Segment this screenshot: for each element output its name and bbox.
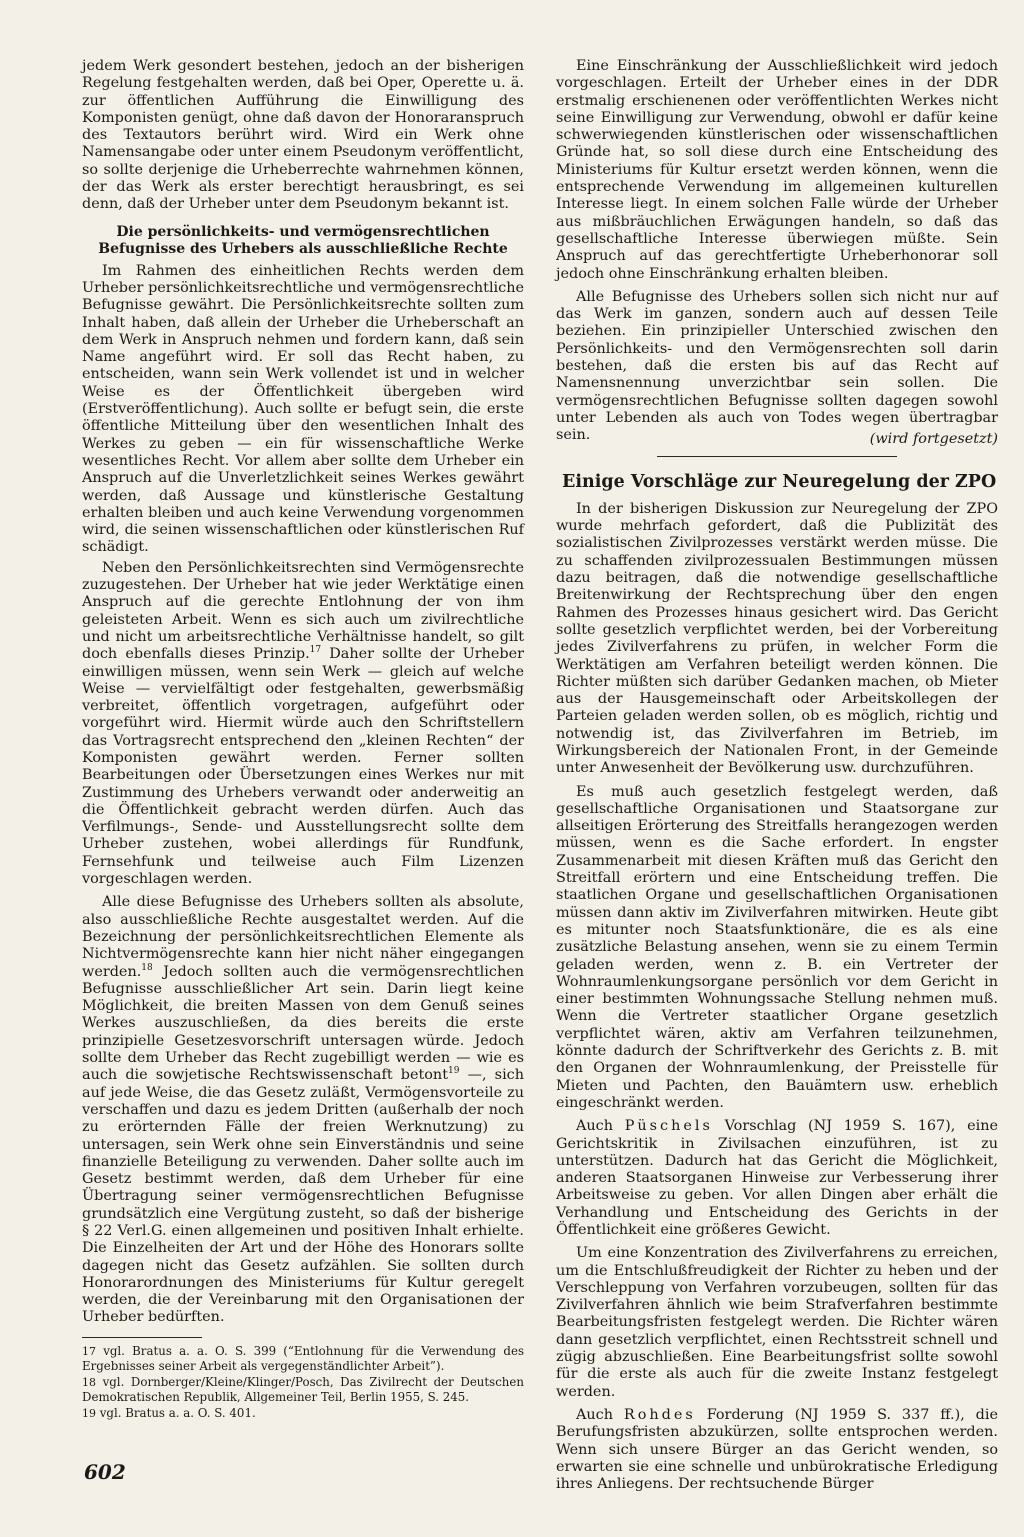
footnote bbox=[82, 1406, 524, 1421]
paragraph-text: Forderung (NJ 1959 S. 337 ff.), die Berufungsfristen abzukürzen, sollte entsprochen werden. Wenn sich unsere Bürger an das Gericht wenden, so erwarten sie eine schnelle und unbürokratische Erledigung ihres Anliegens. Der rechtsuchende Bürger bbox=[556, 1406, 998, 1493]
footnote-number: 19 bbox=[82, 1406, 96, 1420]
section-heading-line: Befugnisse des Urhebers als ausschließliche Rechte bbox=[98, 240, 508, 257]
right-column bbox=[556, 58, 998, 1496]
paragraph-text: Alle diese Befugnisse des Urhebers sollten als absolute, also ausschließliche Rechte ausgestaltet werden. Auf die Bezeichnung der persönlichkeitsrechtlichen Elemente als Nichtvermögensrechte kann hier nicht näher eingegangen werden. bbox=[82, 894, 524, 980]
footnote-text: vgl. Bratus a. a. O. S. 399 (“Entlohnung für die Verwendung des Ergebnisses seiner Arbeit als vergegenständlichter Arbeit”). bbox=[82, 1343, 524, 1373]
paragraph: Um eine Konzentration des Zivilverfahrens zu erreichen, um die Entschlußfreudigkeit der Richter zu heben und der Verschleppung von Verfahren vorzubeugen, sollten für das Zivilverfahren ähnlich wie beim Strafverfahren bestimmte Bearbeitungsfristen festgelegt werden. Die Richter wären dann gesetzlich verpflichtet, einen Rechtsstreit schnell und zügig abzuschließen. Eine Bearbeitungsfrist sollte sowohl für die erste als auch für die zweite Instanz festgelegt werden. bbox=[556, 1245, 998, 1400]
paragraph-text: —, sich auf jede Weise, die das Gesetz zuläßt, Vermögensvorteile zu verschaffen und dazu es jedem Dritten (außerhalb der noch zu erörternden Fälle der freien Werknutzung) zu untersagen, sein Werk ohne sein Einverständnis und seine finanzielle Beteiligung zu verwenden. Daher sollte auch im Gesetz bestimmt werden, daß dem Urheber für eine Übertragung seiner vermögensrechtlichen Befugnisse grundsätzlich eine Vergütung zusteht, so daß der bisherige § 22 Verl.G. einen allgemeinen und positiven Inhalt erhielte. Die Einzelheiten der Art und der Höhe des Honorars sollte dagegen nicht das Gesetz aufzählen. Sie sollten durch Honorarordnungen des Ministeriums für Kultur geregelt werden, die der Vereinbarung mit den Organisationen der Urheber bedürften. bbox=[82, 1067, 524, 1326]
author-name: Püschels bbox=[624, 1118, 713, 1135]
paragraph-text: Auch bbox=[576, 1118, 625, 1135]
section-heading bbox=[82, 224, 524, 258]
paragraph-text: Neben den Persönlichkeitsrechten sind Vermögensrechte zuzugestehen. Der Urheber hat wie jeder Werktätige einen Anspruch auf die gerechte Entlohnung der von ihm geleisteten Arbeit. Wenn es sich auch um zivilrechtliche und nicht um arbeitsrechtliche Verhältnisse handelt, so gilt doch ebenfalls dieses Prinzip. bbox=[82, 559, 524, 663]
paragraph: In der bisherigen Diskussion zur Neuregelung der ZPO wurde mehrfach gefordert, daß die Publizität des sozialistischen Zivilprozesses verstärkt werden müsse. Die zu schaffenden zivilprozessualen Bestimmungen müssen dazu beitragen, daß die notwendige gesellschaftliche Breitenwirkung der Rechtsprechung über den engen Rahmen des Prozesses hinaus gesichert wird. Das Gericht sollte gesetzlich verpflichtet werden, bei der Vorbereitung jedes Zivilverfahrens zu prüfen, in welcher Form die Werktätigen am Verfahren beteiligt werden können. Die Richter müßten sich darüber Gedanken machen, ob Mieter aus der Hausgemeinschaft oder Arbeitskollegen der Parteien geladen werden sollen, ob es möglich, richtig und notwendig ist, das Zivilverfahren im Betrieb, im Wirkungsbereich der Nationalen Front, in der Gemeinde unter Anwesenheit der Bevölkerung usw. durchzuführen. bbox=[556, 500, 998, 777]
paragraph bbox=[556, 1118, 998, 1239]
author-name: Rohdes bbox=[623, 1406, 696, 1423]
footnote bbox=[82, 1344, 524, 1373]
paragraph-text: Vorschlag (NJ 1959 S. 167), eine Gerichtskritik in Zivilsachen einzuführen, ist zu unterstützen. Dadurch hat das Gericht die Möglichkeit, anderen Staatsorganen Hinweise zur Verbesserung ihrer Arbeitsweise zu geben. Vor allen Dingen aber erhält die Verhandlung und Entscheidung des Gerichts in der Öffentlichkeit eine größeres Gewicht. bbox=[556, 1118, 998, 1238]
footnote-divider bbox=[82, 1337, 202, 1338]
paragraph-text: Jedoch sollten auch die vermögensrechtlichen Befugnisse ausschließlicher Art sein. Darin liegt keine Möglichkeit, die breiten Massen von dem Genuß seines Werkes auszuschließen, da dies bereits die erste prinzipielle Gesetzesvorschrift untersagen würde. Jedoch sollte dem Urheber das Recht zugebilligt werden — wie es auch die sowjetische Rechtswissenschaft betont bbox=[82, 963, 524, 1084]
footnote-text: vgl. Dornberger/Kleine/Klinger/Posch, Das Zivilrecht der Deutschen Demokratischen Republik, Allgemeiner Teil, Berlin 1955, S. 245. bbox=[82, 1374, 524, 1404]
paragraph: Es muß auch gesetzlich festgelegt werden, daß gesellschaftliche Organisationen und Staatsorgane zur allseitigen Erörterung des Streitfalls herangezogen werden müssen, wenn es die Sache erfordert. In engster Zusammenarbeit mit diesen Kräften muß das Gericht den Streitfall erörtern und eine Entscheidung treffen. Die staatlichen Organe und gesellschaftlichen Organisationen müssen dann aktiv im Zivilverfahren mitwirken. Heute gibt es mitunter noch Staatsfunktionäre, die es als eine zusätzliche Belastung ansehen, wenn sie zu einem Termin geladen werden, wenn z. B. ein Vertreter der Wohnraumlenkungsorgane persönlich vor dem Gericht in einer bestimmten Wohnungssache Stellung nehmen muß. Wenn die Vertreter staatlicher Organe gesetzlich verpflichtet wären, aktiv am Verfahren teilzunehmen, könnte dadurch der Schriftverkehr des Gerichts z. B. mit den Organen der Wohnraumlenkung, der Preisstelle für Mieten und Pachten, den Bauämtern usw. erheblich eingeschränkt werden. bbox=[556, 783, 998, 1111]
footnote-ref: 18 bbox=[141, 962, 153, 973]
continued-note: (wird fortgesetzt) bbox=[869, 430, 998, 447]
left-column bbox=[82, 58, 524, 1423]
paragraph-text: Daher sollte der Urheber einwilligen müssen, wenn sein Werk — gleich auf welche Weise — vervielfältigt oder festgehalten, gewerbsmäßig verbreitet, öffentlich vorgetragen, aufgeführt oder vorgeführt wird. Hiermit würde auch den Schriftstellern das Vortragsrecht entsprechend den „kleinen Rechten“ der Komponisten gewährt werden. Ferner sollten Bearbeitungen oder Übersetzungen eines Werkes nur mit Zustimmung des Urhebers verwandt oder anderweitig an die Öffentlichkeit gebracht werden dürfen. Auch das Verfilmungs-, Sende- und Ausstellungsrecht sollte dem Urheber zustehen, wobei allerdings für Rundfunk, Fernsehfunk und teilweise auch Film Lizenzen vorgeschlagen werden. bbox=[82, 646, 524, 888]
article-headline: Einige Vorschläge zur Neuregelung der ZPO bbox=[562, 471, 997, 492]
article-divider bbox=[657, 456, 897, 457]
page-number: 602 bbox=[84, 1460, 126, 1484]
paragraph bbox=[82, 894, 524, 1326]
paragraph-text: Auch bbox=[576, 1406, 624, 1423]
footnote-text: vgl. Bratus a. a. O. S. 401. bbox=[96, 1405, 256, 1420]
footnote-ref: 17 bbox=[309, 645, 322, 656]
paragraph: Alle Befugnisse des Urhebers sollen sich nicht nur auf das Werk im ganzen, sondern auch auf dessen Teile beziehen. Ein prinzipieller Unterschied zwischen den Persönlichkeits- und den Vermögensrechten soll darin bestehen, daß die ersten bis auf das Recht auf Namensnennung unverzichtbar sein sollen. Die vermögensrechtlichen Befugnisse sollten dagegen sowohl unter Lebenden als auch von Todes wegen übertragbar sein. bbox=[556, 288, 998, 444]
footnote bbox=[82, 1375, 524, 1404]
footnote-ref: 19 bbox=[447, 1066, 460, 1077]
paragraph bbox=[82, 560, 524, 889]
footnote-number: 17 bbox=[82, 1344, 96, 1358]
paragraph bbox=[556, 1407, 998, 1493]
paragraph: jedem Werk gesondert bestehen, jedoch an der bisherigen Regelung festgehalten werden, daß bei Oper, Operette u. ä. zur öffentlichen Aufführung die Einwilligung des Komponisten genügt, ohne daß davon der Honoraranspruch des Textautors berührt wird. Wird ein Werk ohne Namensangabe oder unter einem Pseudonym veröffentlicht, so sollte derjenige die Urheberrechte wahrnehmen können, der das Werk als erster berechtigt herausbringt, es sei denn, daß der Urheber unter dem Pseudonym bekannt ist. bbox=[82, 58, 524, 213]
footnote-number: 18 bbox=[82, 1375, 96, 1389]
paragraph: Eine Einschränkung der Ausschließlichkeit wird jedoch vorgeschlagen. Erteilt der Urheber eines in der DDR erstmalig erschienenen oder veröffentlichten Werkes nicht seine Einwilligung zur Verwendung, obwohl er dafür keine schwerwiegenden künstlerischen oder wissenschaftlichen Gründe hat, so soll diese durch eine Entscheidung des Ministeriums für Kultur ersetzt werden können, wenn die entsprechende Verwendung im allgemeinen kulturellen Interesse liegt. In einem solchen Falle würde der Urheber aus mißbräuchlichen Erwägungen handeln, so daß das gesellschaftliche Interesse überwiegen müßte. Sein Anspruch auf das gerechtfertigte Urheberhonorar soll jedoch ohne Einschränkung erhalten bleiben. bbox=[556, 58, 998, 282]
section-heading-line: Die persönlichkeits- und vermögensrechtlichen bbox=[116, 223, 490, 240]
paragraph: Im Rahmen des einheitlichen Rechts werden dem Urheber persönlichkeitsrechtliche und vermögensrechtliche Befugnisse gewährt. Die Persönlichkeitsrechte sollten zum Inhalt haben, daß allein der Urheber die Urheberschaft an dem Werk in Anspruch nehmen und fordern kann, daß sein Name angeführt wird. Er soll das Recht haben, zu entscheiden, wann sein Werk vollendet ist und in welcher Weise es der Öffentlichkeit übergeben wird (Erstveröffentlichung). Auch sollte er befugt sein, die erste öffentliche Mitteilung über den wesentlichen Inhalt des Werkes zu geben — ein für wissenschaftliche Werke wesentliches Recht. Vor allem aber sollte dem Urheber ein Anspruch auf die Unverletzlichkeit seines Werkes gewährt werden, daß Aussage und künstlerische Gestaltung erhalten bleiben und auch keine Verwendung vorgenommen wird, die seinen wissenschaftlichen oder künstlerischen Ruf schädigt. bbox=[82, 262, 524, 556]
